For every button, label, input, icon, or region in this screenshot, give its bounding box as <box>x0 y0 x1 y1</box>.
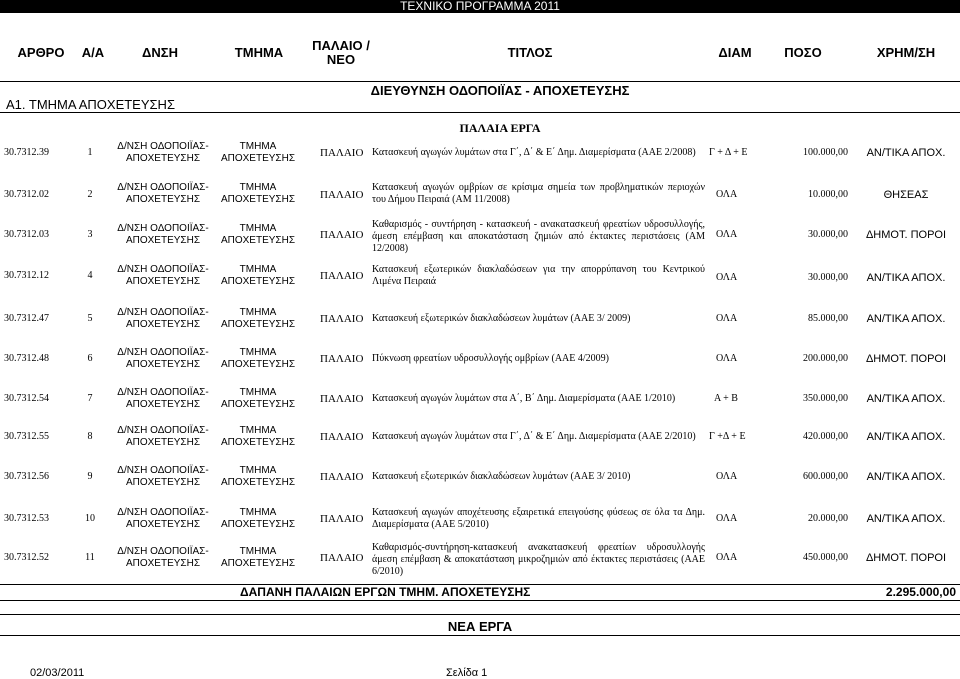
row-title: Κατασκευή αγωγών λυμάτων στα Γ΄, Δ΄ & Ε΄ Δημ. Διαμερίσματα (ΑΑΕ 2/2010) <box>372 431 696 442</box>
row-diam: ΟΛΑ <box>716 552 738 563</box>
row-department: ΤΜΗΜΑ ΑΠΟΧΕΤΕΥΣΗΣ <box>220 223 296 246</box>
row-directorate: Δ/ΝΣΗ ΟΔΟΠΟΙΪΑΣ- ΑΠΟΧΕΤΕΥΣΗΣ <box>117 387 209 410</box>
row-department: ΤΜΗΜΑ ΑΠΟΧΕΤΕΥΣΗΣ <box>220 182 296 205</box>
row-department: ΤΜΗΜΑ ΑΠΟΧΕΤΕΥΣΗΣ <box>220 347 296 370</box>
row-diam: Γ + Δ + Ε <box>709 147 748 158</box>
row-funding: ΑΝ/ΤΙΚΑ ΑΠΟΧ. <box>866 431 946 443</box>
row-amount: 10.000,00 <box>808 189 848 200</box>
header-poso: ΠΟΣΟ <box>784 45 822 60</box>
row-code: 30.7312.02 <box>4 189 49 200</box>
row-diam: ΟΛΑ <box>716 353 738 364</box>
divider <box>0 112 960 113</box>
footer-page: Σελίδα 1 <box>446 667 488 679</box>
row-title: Πύκνωση φρεατίων υδροσυλλογής ομβρίων (ΑΑΕ 4/2009) <box>372 353 609 364</box>
row-old-new: ΠΑΛΑΙΟ <box>320 552 364 564</box>
row-old-new: ΠΑΛΑΙΟ <box>320 353 364 365</box>
row-amount: 100.000,00 <box>803 147 848 158</box>
divider <box>0 614 960 615</box>
table-row <box>0 219 960 257</box>
row-amount: 600.000,00 <box>803 471 848 482</box>
row-directorate: Δ/ΝΣΗ ΟΔΟΠΟΙΪΑΣ- ΑΠΟΧΕΤΕΥΣΗΣ <box>117 546 209 569</box>
row-department: ΤΜΗΜΑ ΑΠΟΧΕΤΕΥΣΗΣ <box>220 425 296 448</box>
row-code: 30.7312.47 <box>4 313 49 324</box>
row-old-new: ΠΑΛΑΙΟ <box>320 431 364 443</box>
row-amount: 200.000,00 <box>803 353 848 364</box>
header-tmima: ΤΜΗΜΑ <box>234 45 284 60</box>
row-diam: ΟΛΑ <box>716 189 738 200</box>
row-diam: ΟΛΑ <box>716 513 738 524</box>
row-department: ΤΜΗΜΑ ΑΠΟΧΕΤΕΥΣΗΣ <box>220 264 296 287</box>
row-old-new: ΠΑΛΑΙΟ <box>320 471 364 483</box>
row-funding: ΑΝ/ΤΙΚΑ ΑΠΟΧ. <box>866 471 946 483</box>
row-old-new: ΠΑΛΑΙΟ <box>320 513 364 525</box>
row-code: 30.7312.12 <box>4 270 49 281</box>
total-label: ΔΑΠΑΝΗ ΠΑΛΑΙΩΝ ΕΡΓΩΝ ΤΜΗΜ. ΑΠΟΧΕΤΕΥΣΗΣ <box>240 585 531 599</box>
row-funding: ΑΝ/ΤΙΚΑ ΑΠΟΧ. <box>866 513 946 525</box>
row-department: ΤΜΗΜΑ ΑΠΟΧΕΤΕΥΣΗΣ <box>220 546 296 569</box>
new-works-title: ΝΕΑ ΕΡΓΑ <box>447 619 513 634</box>
row-diam: ΟΛΑ <box>716 313 738 324</box>
row-department: ΤΜΗΜΑ ΑΠΟΧΕΤΕΥΣΗΣ <box>220 507 296 530</box>
table-row <box>0 386 960 412</box>
table-row <box>0 181 960 207</box>
row-amount: 30.000,00 <box>808 229 848 240</box>
row-aa: 2 <box>87 189 93 200</box>
row-diam: ΟΛΑ <box>716 471 738 482</box>
row-code: 30.7312.56 <box>4 471 49 482</box>
row-aa: 9 <box>87 471 93 482</box>
row-funding: ΑΝ/ΤΙΚΑ ΑΠΟΧ. <box>866 272 946 284</box>
row-title: Κατασκευή αγωγών λυμάτων στα Α΄, Β΄ Δημ. Διαμερίσματα (ΑΑΕ 1/2010) <box>372 393 676 404</box>
row-directorate: Δ/ΝΣΗ ΟΔΟΠΟΙΪΑΣ- ΑΠΟΧΕΤΕΥΣΗΣ <box>117 425 209 448</box>
header-arthro: ΑΡΘΡΟ <box>17 45 65 60</box>
table-row <box>0 464 960 490</box>
row-funding: ΑΝ/ΤΙΚΑ ΑΠΟΧ. <box>866 393 946 405</box>
row-title: Κατασκευή αγωγών αποχέτευσης εξαιρετικά επειγούσης φύσεως σε όλα τα Δημ. Διαμερίσματα (ΑΑΕ 5/2010) <box>372 507 705 530</box>
header-titlos: ΤΙΤΛΟΣ <box>507 45 553 60</box>
row-directorate: Δ/ΝΣΗ ΟΔΟΠΟΙΪΑΣ- ΑΠΟΧΕΤΕΥΣΗΣ <box>117 141 209 164</box>
row-amount: 85.000,00 <box>808 313 848 324</box>
row-diam: ΟΛΑ <box>716 229 738 240</box>
row-aa: 5 <box>87 313 93 324</box>
old-works-title: ΠΑΛΑΙΑ ΕΡΓΑ <box>459 121 541 135</box>
row-old-new: ΠΑΛΑΙΟ <box>320 189 364 201</box>
row-old-new: ΠΑΛΑΙΟ <box>320 270 364 282</box>
row-aa: 8 <box>87 431 93 442</box>
header-aa: Α/Α <box>81 45 105 60</box>
row-diam: ΟΛΑ <box>716 272 738 283</box>
row-directorate: Δ/ΝΣΗ ΟΔΟΠΟΙΪΑΣ- ΑΠΟΧΕΤΕΥΣΗΣ <box>117 307 209 330</box>
table-row <box>0 506 960 532</box>
row-directorate: Δ/ΝΣΗ ΟΔΟΠΟΙΪΑΣ- ΑΠΟΧΕΤΕΥΣΗΣ <box>117 223 209 246</box>
row-aa: 4 <box>87 270 93 281</box>
row-funding: ΔΗΜΟΤ. ΠΟΡΟΙ <box>865 229 947 241</box>
row-aa: 6 <box>87 353 93 364</box>
directorate-title: ΔΙΕΥΘΥΝΣΗ ΟΔΟΠΟΙΪΑΣ - ΑΠΟΧΕΤΕΥΣΗΣ <box>370 83 630 98</box>
total-amount: 2.295.000,00 <box>885 585 956 599</box>
row-code: 30.7312.48 <box>4 353 49 364</box>
row-old-new: ΠΑΛΑΙΟ <box>320 147 364 159</box>
row-directorate: Δ/ΝΣΗ ΟΔΟΠΟΙΪΑΣ- ΑΠΟΧΕΤΕΥΣΗΣ <box>117 465 209 488</box>
row-amount: 420.000,00 <box>803 431 848 442</box>
row-department: ΤΜΗΜΑ ΑΠΟΧΕΤΕΥΣΗΣ <box>220 141 296 164</box>
row-directorate: Δ/ΝΣΗ ΟΔΟΠΟΙΪΑΣ- ΑΠΟΧΕΤΕΥΣΗΣ <box>117 182 209 205</box>
row-code: 30.7312.03 <box>4 229 49 240</box>
row-funding: ΔΗΜΟΤ. ΠΟΡΟΙ <box>865 353 947 365</box>
header-diam: ΔΙΑΜ <box>718 45 752 60</box>
row-funding: ΑΝ/ΤΙΚΑ ΑΠΟΧ. <box>866 313 946 325</box>
row-amount: 30.000,00 <box>808 272 848 283</box>
header-palaio-neo: ΠΑΛΑΙΟ / ΝΕΟ <box>312 38 370 67</box>
table-row <box>0 264 960 290</box>
row-title: Κατασκευή αγωγών λυμάτων στα Γ΄, Δ΄ & Ε΄ Δημ. Διαμερίσματα (ΑΑΕ 2/2008) <box>372 147 696 158</box>
row-directorate: Δ/ΝΣΗ ΟΔΟΠΟΙΪΑΣ- ΑΠΟΧΕΤΕΥΣΗΣ <box>117 347 209 370</box>
row-title: Καθαρισμός - συντήρηση - κατασκευή - ανακατασκευή φρεατίων υδροσυλλογής, άμεση επέμβαση και αποκατάσταση ζημιών από έκτακτες περιστάσεις (ΑΜ 12/2008) <box>372 219 705 254</box>
table-row <box>0 424 960 450</box>
row-aa: 11 <box>85 552 95 563</box>
row-diam: Α + Β <box>714 393 738 404</box>
row-title: Κατασκευή εξωτερικών διακλαδώσεων λυμάτων (ΑΑΕ 3/ 2010) <box>372 471 631 482</box>
header-xrimsi: ΧΡΗΜ/ΣΗ <box>876 45 936 60</box>
row-code: 30.7312.54 <box>4 393 49 404</box>
row-old-new: ΠΑΛΑΙΟ <box>320 393 364 405</box>
row-code: 30.7312.53 <box>4 513 49 524</box>
row-department: ΤΜΗΜΑ ΑΠΟΧΕΤΕΥΣΗΣ <box>220 307 296 330</box>
row-old-new: ΠΑΛΑΙΟ <box>320 313 364 325</box>
row-directorate: Δ/ΝΣΗ ΟΔΟΠΟΙΪΑΣ- ΑΠΟΧΕΤΕΥΣΗΣ <box>117 507 209 530</box>
row-amount: 450.000,00 <box>803 552 848 563</box>
row-title: Καθαρισμός-συντήρηση-κατασκευή ανακατασκευή φρεατίων υδροσυλλογής άμεση επέμβαση & αποκατάσταση μικροζημιών από έκτακτες περιστάσεις (ΑΑΕ 6/2010) <box>372 542 705 577</box>
row-aa: 7 <box>87 393 93 404</box>
table-row <box>0 306 960 332</box>
section-title: Α1. ΤΜΗΜΑ ΑΠΟΧΕΤΕΥΣΗΣ <box>6 97 175 112</box>
page-title: ΤΕΧΝΙΚΟ ΠΡΟΓΡΑΜΜΑ 2011 <box>0 0 960 13</box>
row-old-new: ΠΑΛΑΙΟ <box>320 229 364 241</box>
row-funding: ΘΗΣΕΑΣ <box>883 189 929 201</box>
table-row <box>0 346 960 372</box>
row-diam: Γ +Δ + Ε <box>709 431 746 442</box>
row-funding: ΑΝ/ΤΙΚΑ ΑΠΟΧ. <box>866 147 946 159</box>
row-department: ΤΜΗΜΑ ΑΠΟΧΕΤΕΥΣΗΣ <box>220 387 296 410</box>
row-amount: 350.000,00 <box>803 393 848 404</box>
row-amount: 20.000,00 <box>808 513 848 524</box>
row-aa: 1 <box>87 147 93 158</box>
divider <box>0 600 960 601</box>
table-row <box>0 542 960 580</box>
row-title: Κατασκευή εξωτερικών διακλαδώσεων για την απορρύπανση του Κεντρικού Λιμένα Πειραιά <box>372 264 705 287</box>
table-row <box>0 140 960 166</box>
row-funding: ΔΗΜΟΤ. ΠΟΡΟΙ <box>865 552 947 564</box>
row-title: Κατασκευή εξωτερικών διακλαδώσεων λυμάτων (ΑΑΕ 3/ 2009) <box>372 313 631 324</box>
divider <box>0 81 960 82</box>
row-code: 30.7312.52 <box>4 552 49 563</box>
row-department: ΤΜΗΜΑ ΑΠΟΧΕΤΕΥΣΗΣ <box>220 465 296 488</box>
row-code: 30.7312.39 <box>4 147 49 158</box>
row-aa: 3 <box>87 229 93 240</box>
row-code: 30.7312.55 <box>4 431 49 442</box>
footer-date: 02/03/2011 <box>30 667 85 679</box>
header-dnsi: ΔΝΣΗ <box>142 45 178 60</box>
divider <box>0 635 960 636</box>
row-aa: 10 <box>85 513 95 524</box>
row-title: Κατασκευή αγωγών ομβρίων σε κρίσιμα σημεία των προβληματικών περιοχών του Δήμου Πειραιά (ΑΜ 11/2008) <box>372 182 705 205</box>
row-directorate: Δ/ΝΣΗ ΟΔΟΠΟΙΪΑΣ- ΑΠΟΧΕΤΕΥΣΗΣ <box>117 264 209 287</box>
